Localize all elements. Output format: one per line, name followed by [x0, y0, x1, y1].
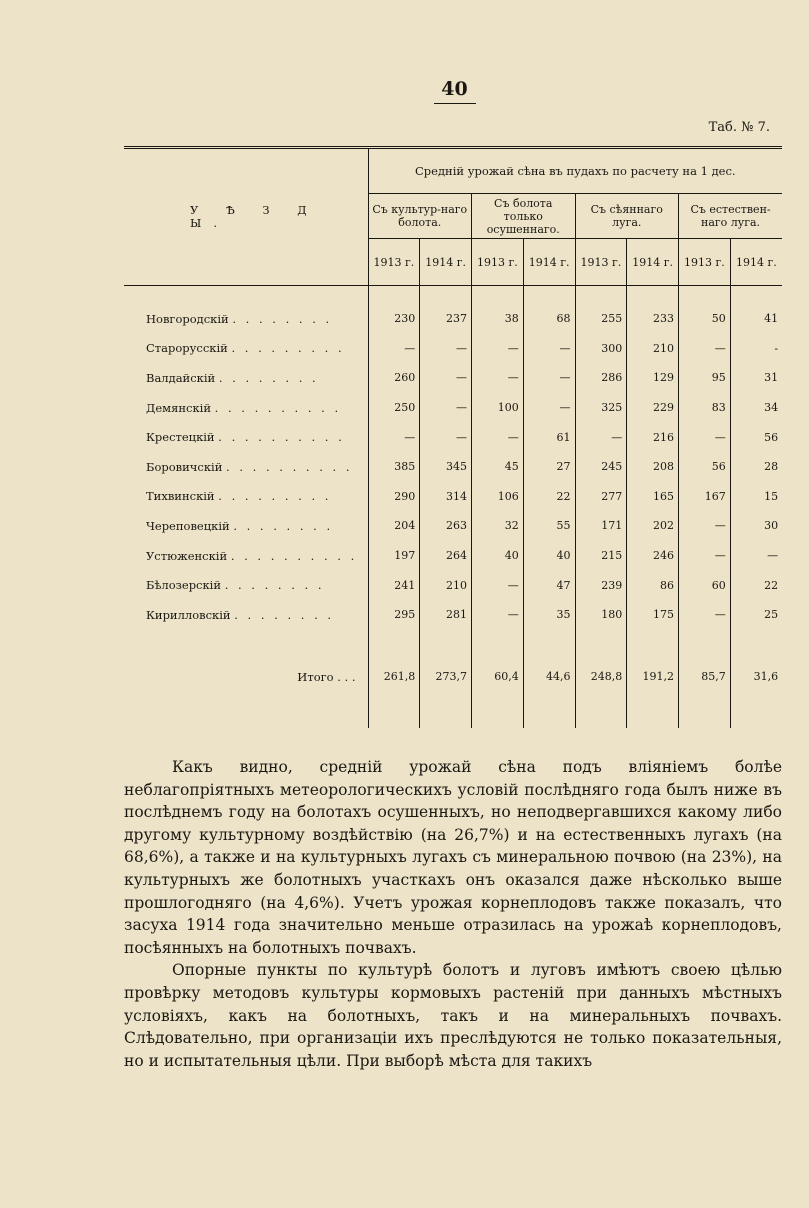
yield-cell: 241	[368, 570, 420, 600]
yield-cell: 38	[472, 286, 524, 334]
table-row	[124, 422, 782, 452]
yield-cell: 40	[523, 541, 575, 571]
page-number-rule	[434, 103, 476, 104]
tail-cell	[575, 704, 627, 728]
yield-cell: 56	[679, 452, 731, 482]
total-cell: 273,7	[420, 650, 472, 704]
spacer-cell	[523, 630, 575, 650]
body-text	[124, 756, 782, 1072]
main-header: Среднiй урожай сѣна въ пудахъ по расчету на 1 дес.	[368, 148, 782, 194]
yield-cell: —	[472, 363, 524, 393]
total-cell: 261,8	[368, 650, 420, 704]
tail-cell	[124, 704, 368, 728]
district-name	[124, 541, 368, 571]
table-row	[124, 600, 782, 630]
district-name	[124, 334, 368, 364]
yield-cell: 281	[420, 600, 472, 630]
yield-cell: -	[730, 334, 782, 364]
yield-cell: —	[420, 334, 472, 364]
spacer-cell	[368, 630, 420, 650]
yield-cell: 295	[368, 600, 420, 630]
year-header: 1913 г.	[472, 239, 524, 286]
total-cell: 248,8	[575, 650, 627, 704]
tail-cell	[730, 704, 782, 728]
leader-dots: . . . . . . . . . .	[218, 430, 345, 445]
district-name-text: Валдайскiй	[146, 370, 216, 385]
paragraph: Какъ видно, среднiй урожай сѣна подъ влiянiемъ болѣе неблагопрiятныхъ метеорологическихъ условiй послѣдняго года былъ ниже въ послѣднемъ году на болотахъ осушенныхъ, но неподвергавшихся какому либо другому культурному воздѣйствiю (на 26,7%) и на естественныхъ лугахъ (на 68,6%), а также и на культурныхъ лугахъ съ минеральною почвою (на 23%), на культурныхъ же болотныхъ участкахъ онъ оказался даже нѣсколько выше прошлогодняго (на 4,6%). Учетъ урожая корнеплодовъ также показалъ, что засуха 1914 года значительно меньше отразилась на урожаѣ корнеплодовъ, посѣянныхъ на болотныхъ почвахъ.	[124, 758, 782, 957]
yield-cell: 210	[420, 570, 472, 600]
spacer-cell	[420, 630, 472, 650]
district-name	[124, 363, 368, 393]
spacer-cell	[627, 630, 679, 650]
group-header: Съ сѣяннаго луга.	[575, 194, 679, 239]
yield-cell: —	[472, 570, 524, 600]
yield-cell: 210	[627, 334, 679, 364]
tail-cell	[368, 704, 420, 728]
yield-cell: —	[523, 334, 575, 364]
yield-cell: 300	[575, 334, 627, 364]
yield-cell: 202	[627, 511, 679, 541]
yield-cell: 175	[627, 600, 679, 630]
yield-cell: 230	[368, 286, 420, 334]
yield-cell: 171	[575, 511, 627, 541]
table-row	[124, 541, 782, 571]
district-name	[124, 482, 368, 512]
yield-cell: 60	[679, 570, 731, 600]
district-name	[124, 600, 368, 630]
yield-cell: 41	[730, 286, 782, 334]
yield-cell: —	[679, 511, 731, 541]
yield-cell: —	[420, 393, 472, 423]
yield-cell: 245	[575, 452, 627, 482]
yield-cell: —	[523, 363, 575, 393]
yield-cell: —	[420, 363, 472, 393]
leader-dots: . . . . . . . . . .	[226, 459, 353, 474]
yield-cell: 165	[627, 482, 679, 512]
district-name-text: Боровичскiй	[146, 459, 223, 474]
district-name	[124, 422, 368, 452]
table-row	[124, 286, 782, 334]
yield-cell: 86	[627, 570, 679, 600]
yield-cell: 215	[575, 541, 627, 571]
yield-cell: 47	[523, 570, 575, 600]
leader-dots: . . . . . . . . .	[218, 489, 332, 504]
yield-cell: 246	[627, 541, 679, 571]
district-name	[124, 570, 368, 600]
yield-cell: 55	[523, 511, 575, 541]
leader-dots: . . . . . . . .	[224, 578, 325, 593]
group-header: Съ культур-наго болота.	[368, 194, 472, 239]
yield-cell: 229	[627, 393, 679, 423]
yield-cell: —	[420, 422, 472, 452]
yield-cell: 263	[420, 511, 472, 541]
yield-cell: 83	[679, 393, 731, 423]
spacer-cell	[730, 630, 782, 650]
yield-cell: —	[472, 600, 524, 630]
district-header: У Ѣ З Д Ы.	[124, 148, 368, 286]
table-row	[124, 393, 782, 423]
yield-cell: 30	[730, 511, 782, 541]
yield-cell: —	[523, 393, 575, 423]
district-name-text: Крестецкiй	[146, 430, 215, 445]
table-label: Таб. № 7.	[708, 120, 770, 135]
leader-dots: . . . . . . . .	[218, 370, 319, 385]
year-header: 1914 г.	[523, 239, 575, 286]
table-row	[124, 482, 782, 512]
paragraph: Опорные пункты по культурѣ болотъ и луговъ имѣютъ своею цѣлью провѣрку методовъ культуры кормовыхъ растенiй при данныхъ мѣстныхъ условiяхъ, какъ на болотныхъ, такъ и на минеральныхъ почвахъ. Слѣдовательно, при организацiи ихъ преслѣдуются не только показательныя, но и испытательныя цѣли. При выборѣ мѣста для такихъ	[124, 961, 782, 1070]
year-header: 1914 г.	[730, 239, 782, 286]
yield-cell: 56	[730, 422, 782, 452]
yield-cell: 45	[472, 452, 524, 482]
leader-dots: . . . . . . . . . .	[230, 548, 358, 563]
leader-dots: . . . . . . . .	[232, 311, 333, 326]
district-name-text: Новгородскiй	[146, 311, 229, 326]
spacer-cell	[575, 630, 627, 650]
spacer-row	[124, 630, 782, 650]
yield-cell: 208	[627, 452, 679, 482]
tail-cell	[472, 704, 524, 728]
yield-cell: 237	[420, 286, 472, 334]
leader-dots: . . . . . . . . .	[231, 341, 345, 356]
district-name-text: Демянскiй	[146, 400, 211, 415]
yield-cell: —	[679, 541, 731, 571]
leader-dots: . . . . . . . .	[233, 518, 334, 533]
yield-cell: —	[368, 334, 420, 364]
page-number: 40	[441, 78, 468, 100]
yield-cell: 22	[730, 570, 782, 600]
table-row	[124, 452, 782, 482]
district-name	[124, 452, 368, 482]
yield-cell: 95	[679, 363, 731, 393]
table-row	[124, 334, 782, 364]
yield-cell: 167	[679, 482, 731, 512]
yield-cell: —	[730, 541, 782, 571]
total-cell: 60,4	[472, 650, 524, 704]
district-name-text: Кирилловскiй	[146, 607, 231, 622]
yield-cell: 15	[730, 482, 782, 512]
yield-cell: 233	[627, 286, 679, 334]
group-header: Съ естествен-наго луга.	[679, 194, 783, 239]
district-name-text: Череповецкiй	[146, 518, 230, 533]
tail-cell	[627, 704, 679, 728]
district-name	[124, 286, 368, 334]
yield-cell: —	[472, 334, 524, 364]
yield-cell: 129	[627, 363, 679, 393]
yield-cell: —	[575, 422, 627, 452]
total-cell: 44,6	[523, 650, 575, 704]
district-name-text: Бѣлозерскiй	[146, 578, 222, 593]
tail-cell	[523, 704, 575, 728]
table-body	[124, 286, 782, 728]
table-row	[124, 570, 782, 600]
spacer-cell	[679, 630, 731, 650]
yield-table-container	[124, 146, 782, 728]
yield-cell: 345	[420, 452, 472, 482]
year-header: 1913 г.	[368, 239, 420, 286]
spacer-cell	[124, 630, 368, 650]
leader-dots: . . . . . . . . . .	[214, 400, 342, 415]
yield-cell: 106	[472, 482, 524, 512]
table-row	[124, 363, 782, 393]
district-name	[124, 511, 368, 541]
yield-cell: 277	[575, 482, 627, 512]
yield-cell: 22	[523, 482, 575, 512]
total-cell: 31,6	[730, 650, 782, 704]
yield-cell: 290	[368, 482, 420, 512]
yield-cell: 255	[575, 286, 627, 334]
district-name-text: Тихвинскiй	[146, 489, 215, 504]
yield-cell: —	[679, 600, 731, 630]
yield-cell: 314	[420, 482, 472, 512]
spacer-cell	[472, 630, 524, 650]
yield-cell: 100	[472, 393, 524, 423]
yield-table	[124, 146, 782, 728]
total-cell: 85,7	[679, 650, 731, 704]
yield-cell: —	[679, 334, 731, 364]
yield-cell: 264	[420, 541, 472, 571]
yield-cell: 216	[627, 422, 679, 452]
total-cell: 191,2	[627, 650, 679, 704]
yield-cell: —	[679, 422, 731, 452]
tail-cell	[420, 704, 472, 728]
yield-cell: 28	[730, 452, 782, 482]
table-row	[124, 511, 782, 541]
yield-cell: 325	[575, 393, 627, 423]
total-label: Итого . . .	[297, 669, 356, 684]
year-header: 1914 г.	[420, 239, 472, 286]
yield-cell: 50	[679, 286, 731, 334]
yield-cell: 61	[523, 422, 575, 452]
yield-cell: 35	[523, 600, 575, 630]
district-name	[124, 393, 368, 423]
yield-cell: 286	[575, 363, 627, 393]
yield-cell: 68	[523, 286, 575, 334]
leader-dots: . . . . . . . .	[234, 607, 335, 622]
district-name-text: Старорусскiй	[146, 341, 228, 356]
total-row	[124, 650, 782, 704]
yield-cell: 204	[368, 511, 420, 541]
yield-cell: 25	[730, 600, 782, 630]
yield-cell: 34	[730, 393, 782, 423]
yield-cell: 31	[730, 363, 782, 393]
group-header: Съ болота только осушеннаго.	[472, 194, 576, 239]
tail-cell	[679, 704, 731, 728]
yield-cell: 32	[472, 511, 524, 541]
yield-cell: 239	[575, 570, 627, 600]
year-header: 1914 г.	[627, 239, 679, 286]
district-name-text: Устюженскiй	[146, 548, 228, 563]
year-header: 1913 г.	[575, 239, 627, 286]
yield-cell: 40	[472, 541, 524, 571]
yield-cell: —	[368, 422, 420, 452]
yield-cell: 385	[368, 452, 420, 482]
year-header: 1913 г.	[679, 239, 731, 286]
yield-cell: 180	[575, 600, 627, 630]
tail-row	[124, 704, 782, 728]
yield-cell: 197	[368, 541, 420, 571]
yield-cell: 260	[368, 363, 420, 393]
yield-cell: 250	[368, 393, 420, 423]
yield-cell: —	[472, 422, 524, 452]
yield-cell: 27	[523, 452, 575, 482]
